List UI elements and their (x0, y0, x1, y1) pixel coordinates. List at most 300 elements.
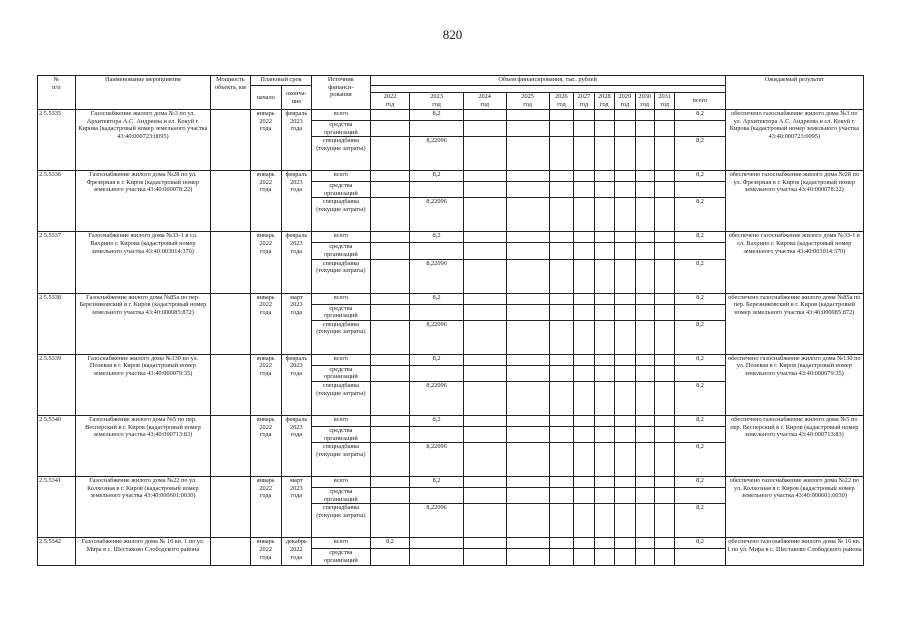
funding-value (615, 538, 635, 549)
funding-value (615, 232, 635, 243)
funding-value (410, 538, 463, 549)
funding-value (615, 259, 635, 293)
funding-value (463, 488, 506, 504)
funding-value (635, 426, 654, 442)
funding-value (615, 365, 635, 381)
funding-value (594, 110, 614, 121)
funding-value (549, 198, 574, 232)
funding-value (594, 259, 614, 293)
funding-value: 8,2 (675, 171, 725, 182)
funding-value: 8,2 (675, 320, 725, 354)
measure-name: Газоснабжение жилого дома №28 по ул. Фрезерная в г. Киров (кадастровый номер земельного участка 43:40:000078:22) (75, 171, 210, 232)
funding-value (370, 121, 410, 137)
funding-value (463, 320, 506, 354)
funding-value (574, 415, 594, 426)
funding-value (635, 415, 654, 426)
funding-value (549, 304, 574, 320)
funding-value (370, 259, 410, 293)
header-num: № п/п (38, 76, 76, 110)
start-date: январь 2022 года (250, 232, 281, 293)
funding-value (463, 415, 506, 426)
table-row (38, 293, 864, 304)
funding-value (654, 381, 674, 415)
funding-value (654, 504, 674, 538)
start-date: январь 2022 года (250, 477, 281, 538)
funding-value (506, 320, 549, 354)
funding-source: средства организаций (312, 243, 370, 259)
funding-value (654, 198, 674, 232)
funding-value (594, 415, 614, 426)
funding-value (635, 549, 654, 565)
funding-value (370, 504, 410, 538)
funding-source: средства организаций (312, 182, 370, 198)
funding-source: всего (312, 538, 370, 549)
header-start: начало (250, 86, 281, 110)
funding-value (615, 293, 635, 304)
funding-value (463, 549, 506, 565)
funding-value (463, 259, 506, 293)
funding-value: 8,22096 (410, 198, 463, 232)
funding-value: 8,2 (675, 198, 725, 232)
start-date: январь 2022 года (250, 415, 281, 476)
header-year-6: 2028 год (594, 93, 614, 110)
row-number: 2.5.5337 (38, 232, 76, 293)
funding-value (635, 477, 654, 488)
funding-value (654, 426, 674, 442)
power-cell (210, 232, 250, 293)
funding-value (506, 293, 549, 304)
funding-value (549, 110, 574, 121)
funding-value (506, 182, 549, 198)
funding-value (574, 259, 594, 293)
header-end: оконча- ние (281, 86, 312, 110)
funding-value (370, 243, 410, 259)
funding-value (654, 171, 674, 182)
measure-name: Газоснабжение жилого дома №33-1 в сл. Вахрино г. Кирова (кадастровый номер земельного участка 43:40:003014:370) (75, 232, 210, 293)
funding-value (654, 232, 674, 243)
funding-value (574, 137, 594, 171)
funding-value: 8,2 (410, 293, 463, 304)
header-funding: Объем финансирования, тыс. рублей (370, 76, 725, 86)
measure-name: Газоснабжение жилого дома №3 по ул. Архитектора А.С. Андреева и ел. Кокуй г. Кирова (кадастровый номер земельного участка 43:40:000723:0095) (75, 110, 210, 171)
funding-value (615, 121, 635, 137)
table-row (38, 477, 864, 488)
header-year-10: всего (675, 93, 725, 110)
funding-value (370, 232, 410, 243)
row-number: 2.5.5335 (38, 110, 76, 171)
funding-value (635, 354, 654, 365)
funding-value (410, 426, 463, 442)
funding-value (574, 293, 594, 304)
funding-value (370, 293, 410, 304)
funding-value (574, 549, 594, 565)
funding-value (654, 137, 674, 171)
funding-value (615, 381, 635, 415)
funding-value (675, 304, 725, 320)
funding-value (574, 320, 594, 354)
funding-value (370, 304, 410, 320)
page-number: 820 (442, 27, 463, 42)
funding-value (654, 538, 674, 549)
funding-source: средства организаций (312, 304, 370, 320)
funding-value (594, 232, 614, 243)
funding-value (654, 243, 674, 259)
funding-value (675, 121, 725, 137)
funding-value (615, 110, 635, 121)
header-year-1: 2023 год (410, 93, 463, 110)
funding-value (594, 488, 614, 504)
funding-value (370, 137, 410, 171)
funding-value: 8,22096 (410, 137, 463, 171)
funding-value (594, 304, 614, 320)
funding-value (410, 243, 463, 259)
expected-result: обеспечено газоснабжение жилого дома №130 по ул. Полевая в г. Киров (кадастровый номер земельного участка 43:40:000079:35) (725, 354, 863, 415)
header-planned-period: Плановый срок (250, 76, 311, 86)
funding-source: спецнадбавка (текущие затраты) (312, 198, 370, 232)
funding-source: всего (312, 171, 370, 182)
funding-value (594, 443, 614, 477)
end-date: декабрь 2022 года (281, 538, 312, 565)
funding-value (410, 121, 463, 137)
funding-value (635, 488, 654, 504)
funding-value (594, 504, 614, 538)
header-year-3: 2025 год (506, 93, 549, 110)
funding-value: 8,2 (410, 477, 463, 488)
funding-value (615, 477, 635, 488)
funding-value (549, 549, 574, 565)
start-date: январь 2022 года (250, 110, 281, 171)
table-row (38, 232, 864, 243)
funding-value (615, 549, 635, 565)
header-power: Мощность объекта, км (210, 76, 250, 110)
end-date: март 2023 года (281, 477, 312, 538)
funding-value (506, 365, 549, 381)
funding-value (594, 320, 614, 354)
funding-value (549, 171, 574, 182)
funding-value (615, 304, 635, 320)
funding-value (615, 504, 635, 538)
funding-value (574, 381, 594, 415)
funding-value (594, 182, 614, 198)
funding-value (635, 304, 654, 320)
header-result: Ожидаемый результат (725, 76, 863, 110)
funding-value (506, 243, 549, 259)
funding-value (549, 426, 574, 442)
funding-value: 8,2 (675, 415, 725, 426)
funding-source: спецнадбавка (текущие затраты) (312, 259, 370, 293)
funding-value (615, 426, 635, 442)
funding-value (615, 443, 635, 477)
funding-value: 8,2 (675, 354, 725, 365)
power-cell (210, 293, 250, 354)
header-year-9: 2031 год (654, 93, 674, 110)
row-number: 2.5.5342 (38, 538, 76, 565)
funding-value (410, 549, 463, 565)
funding-value: 8,2 (410, 232, 463, 243)
funding-source: спецнадбавка (текущие затраты) (312, 504, 370, 538)
funding-value (463, 110, 506, 121)
funding-value (410, 304, 463, 320)
funding-value (594, 381, 614, 415)
funding-value (549, 538, 574, 549)
funding-value (463, 243, 506, 259)
power-cell (210, 538, 250, 565)
table-row (38, 110, 864, 121)
funding-value (574, 198, 594, 232)
end-date: февраль 2023 года (281, 415, 312, 476)
funding-value (549, 443, 574, 477)
funding-value (506, 137, 549, 171)
funding-value (654, 415, 674, 426)
funding-value (574, 504, 594, 538)
funding-value (654, 304, 674, 320)
funding-value (370, 488, 410, 504)
funding-value (654, 549, 674, 565)
funding-value (635, 137, 654, 171)
funding-source: средства организаций (312, 549, 370, 565)
funding-value (635, 110, 654, 121)
funding-value (463, 354, 506, 365)
measure-name: Газоснабжение жилого дома №5 по пер. Весперский в г. Киров (кадастровый номер земельного участка 43:40:000713:83) (75, 415, 210, 476)
end-date: февраль 2023 года (281, 232, 312, 293)
funding-value (594, 477, 614, 488)
funding-value (549, 365, 574, 381)
funding-source: спецнадбавка (текущие затраты) (312, 137, 370, 171)
funding-value (574, 171, 594, 182)
funding-value (654, 259, 674, 293)
funding-value: 8,2 (675, 477, 725, 488)
funding-value: 8,2 (675, 443, 725, 477)
funding-value (574, 538, 594, 549)
header-year-8: 2030 год (635, 93, 654, 110)
funding-value (463, 182, 506, 198)
funding-value (654, 121, 674, 137)
funding-value (549, 320, 574, 354)
header-year-7: 2029 год (615, 93, 635, 110)
funding-value: 8,22096 (410, 443, 463, 477)
funding-value (635, 121, 654, 137)
funding-value (506, 488, 549, 504)
funding-value (594, 198, 614, 232)
power-cell (210, 171, 250, 232)
funding-value (463, 304, 506, 320)
funding-source: средства организаций (312, 365, 370, 381)
funding-value (370, 443, 410, 477)
funding-value (370, 426, 410, 442)
expected-result: обеспечено газоснабжение жилого дома №5 по пер. Весперский в г. Киров (кадастровый номер земельного участка 43:40:000713:83) (725, 415, 863, 476)
funding-value (635, 365, 654, 381)
funding-value: 8,22096 (410, 320, 463, 354)
funding-value (654, 320, 674, 354)
funding-value (410, 182, 463, 198)
funding-value (635, 198, 654, 232)
funding-value (410, 365, 463, 381)
funding-value: 8,2 (675, 538, 725, 549)
power-cell (210, 354, 250, 415)
funding-value (463, 293, 506, 304)
funding-value: 8,2 (675, 110, 725, 121)
funding-value (463, 365, 506, 381)
funding-source: всего (312, 293, 370, 304)
funding-value (654, 293, 674, 304)
funding-value (635, 320, 654, 354)
funding-value (549, 182, 574, 198)
expected-result: обеспечено газоснабжение жилого дома №85а по пер. Березниковский в г. Киров (кадастровый номер земельного участка 43:40:000085:872) (725, 293, 863, 354)
funding-value (370, 477, 410, 488)
funding-value (506, 232, 549, 243)
table-row (38, 354, 864, 365)
funding-value (574, 304, 594, 320)
funding-value (370, 365, 410, 381)
funding-value (574, 477, 594, 488)
funding-source: средства организаций (312, 121, 370, 137)
funding-value (654, 443, 674, 477)
funding-value (506, 354, 549, 365)
funding-source: всего (312, 110, 370, 121)
funding-value (635, 171, 654, 182)
funding-value (635, 259, 654, 293)
funding-source: всего (312, 354, 370, 365)
funding-source: спецнадбавка (текущие затраты) (312, 443, 370, 477)
funding-value (615, 488, 635, 504)
funding-value (549, 293, 574, 304)
funding-value (594, 121, 614, 137)
funding-value (549, 259, 574, 293)
funding-value (549, 415, 574, 426)
funding-value: 8,2 (410, 110, 463, 121)
funding-value (370, 415, 410, 426)
funding-value (463, 538, 506, 549)
funding-value: 8,2 (675, 259, 725, 293)
funding-value (574, 110, 594, 121)
funding-value (635, 182, 654, 198)
funding-value (463, 121, 506, 137)
funding-source: всего (312, 415, 370, 426)
funding-value: 8,2 (675, 137, 725, 171)
funding-value: 8,2 (370, 538, 410, 549)
funding-source: всего (312, 477, 370, 488)
funding-value (549, 504, 574, 538)
expected-result: обеспечено газоснабжение жилого дома №33-1 в сл. Вахрино г. Кирова (кадастровый номер земельного участка 43:40:003014:370) (725, 232, 863, 293)
funding-value (370, 354, 410, 365)
funding-value (675, 365, 725, 381)
funding-value (549, 488, 574, 504)
header-source: Источник финанси- рования (312, 76, 370, 110)
funding-value (370, 182, 410, 198)
funding-value (574, 365, 594, 381)
funding-value (635, 243, 654, 259)
funding-value (594, 365, 614, 381)
funding-table (37, 75, 864, 566)
end-date: февраль 2023 года (281, 171, 312, 232)
funding-value (675, 488, 725, 504)
header-year-5: 2027 год (574, 93, 594, 110)
funding-value (506, 259, 549, 293)
funding-value (506, 171, 549, 182)
funding-value: 8,22096 (410, 259, 463, 293)
funding-value (549, 243, 574, 259)
funding-value (506, 549, 549, 565)
funding-value (370, 171, 410, 182)
funding-value (574, 232, 594, 243)
funding-value (675, 243, 725, 259)
funding-value (675, 549, 725, 565)
funding-value (463, 381, 506, 415)
funding-value (506, 304, 549, 320)
row-number: 2.5.5339 (38, 354, 76, 415)
power-cell (210, 477, 250, 538)
funding-value: 8,2 (675, 504, 725, 538)
funding-value (463, 426, 506, 442)
funding-value (654, 182, 674, 198)
funding-value (463, 198, 506, 232)
funding-value (635, 381, 654, 415)
funding-value (370, 198, 410, 232)
funding-value: 8,2 (410, 415, 463, 426)
funding-value (549, 381, 574, 415)
funding-value (615, 171, 635, 182)
funding-value (463, 137, 506, 171)
funding-source: спецнадбавка (текущие затраты) (312, 320, 370, 354)
funding-value (675, 182, 725, 198)
end-date: февраль 2023 года (281, 354, 312, 415)
measure-name: Газоснабжение жилого дома №85а по пер. Березниковский в г. Киров (кадастровый номер земельного участка 43:40:000085:872) (75, 293, 210, 354)
funding-value (549, 232, 574, 243)
funding-value (654, 110, 674, 121)
end-date: март 2023 года (281, 293, 312, 354)
funding-value (370, 320, 410, 354)
header-year-2: 2024 год (463, 93, 506, 110)
measure-name: Газоснабжение жилого дома № 16 кв. 1 по ул. Мира в с. Шестаково Слободского района (75, 538, 210, 565)
funding-value (594, 171, 614, 182)
header-name: Наименование мероприятия (75, 76, 210, 110)
funding-value (635, 504, 654, 538)
row-number: 2.5.5338 (38, 293, 76, 354)
funding-value (615, 354, 635, 365)
table-row (38, 171, 864, 182)
funding-value (463, 504, 506, 538)
funding-value (635, 232, 654, 243)
funding-value (654, 477, 674, 488)
end-date: февраль 2023 года (281, 110, 312, 171)
funding-source: средства организаций (312, 488, 370, 504)
funding-value (370, 381, 410, 415)
funding-value (615, 198, 635, 232)
funding-value (463, 232, 506, 243)
funding-value: 8,2 (675, 232, 725, 243)
funding-value: 8,22096 (410, 504, 463, 538)
row-number: 2.5.5341 (38, 477, 76, 538)
funding-value (594, 354, 614, 365)
header-year-4: 2026 год (549, 93, 574, 110)
funding-value (506, 121, 549, 137)
funding-value (506, 504, 549, 538)
row-number: 2.5.5340 (38, 415, 76, 476)
measure-name: Газоснабжение жилого дома №22 по ул. Колхозная в г. Киров (кадастровый номер земельного участка 43:40:000601:0030) (75, 477, 210, 538)
funding-value (410, 488, 463, 504)
funding-value (549, 121, 574, 137)
funding-value (594, 549, 614, 565)
funding-value (506, 198, 549, 232)
start-date: январь 2022 года (250, 293, 281, 354)
funding-value (506, 443, 549, 477)
funding-value (615, 415, 635, 426)
funding-value (463, 443, 506, 477)
funding-value (506, 538, 549, 549)
funding-value (574, 488, 594, 504)
funding-value (574, 121, 594, 137)
funding-value (574, 426, 594, 442)
